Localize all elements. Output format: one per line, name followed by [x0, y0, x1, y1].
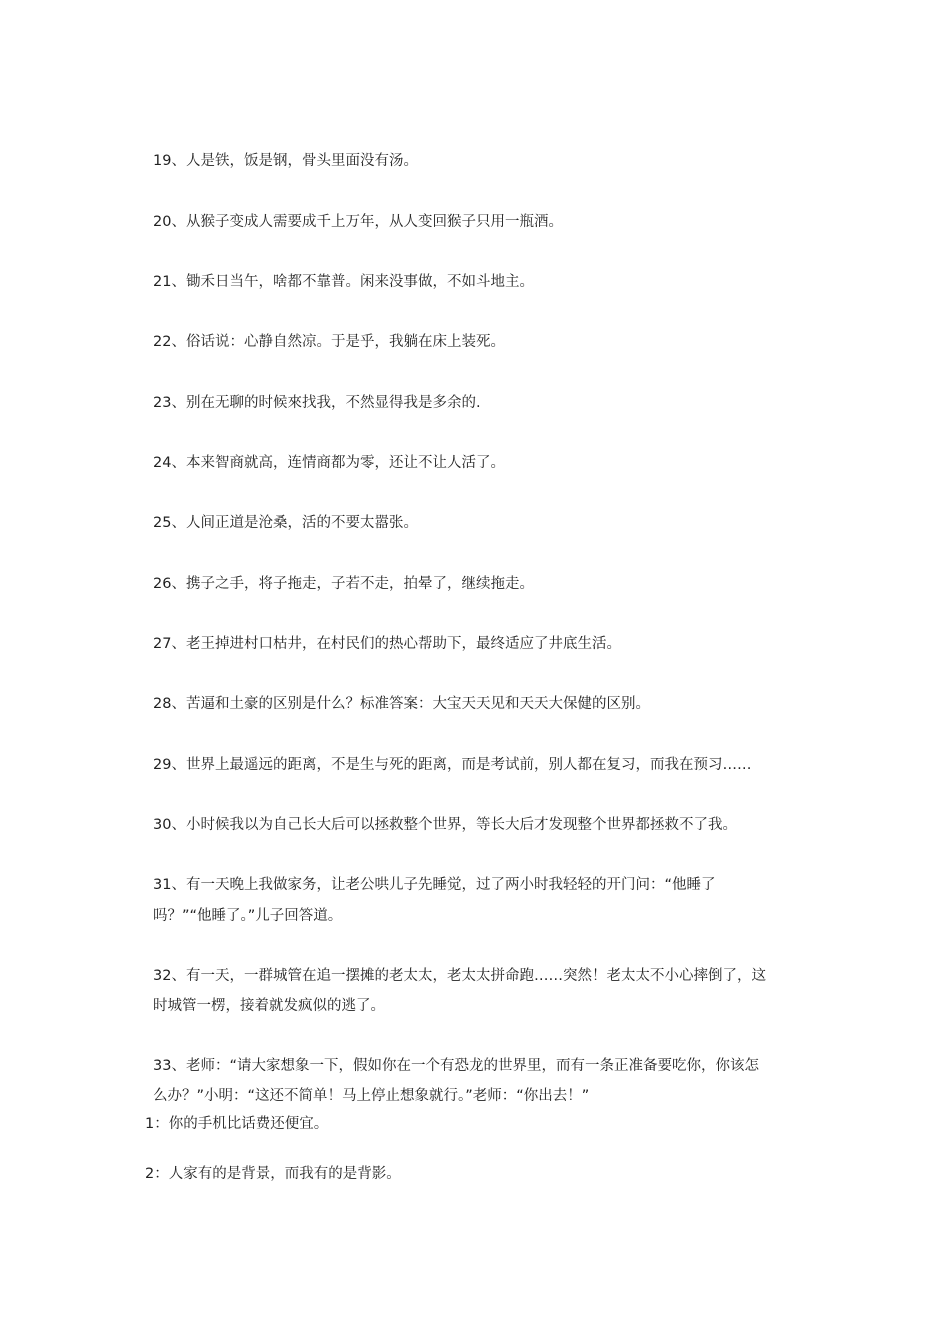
joke-31-line-2: 吗？”“他睡了。”儿子回答道。: [153, 908, 343, 924]
joke-33-line-2: 么办？”小明：“这还不简单！马上停止想象就行。”老师：“你出去！”: [153, 1088, 590, 1104]
joke-32-line-1: 32、有一天，一群城管在追一摆摊的老太太，老太太拼命跑……突然！老太太不小心摔倒了，这: [153, 968, 766, 984]
joke-27: 27、老王掉进村口枯井，在村民们的热心帮助下，最终适应了井底生活。: [153, 636, 621, 652]
joke-21: 21、锄禾日当午，啥都不靠普。闲来没事做，不如斗地主。: [153, 274, 534, 290]
joke-25: 25、人间正道是沧桑，活的不要太嚣张。: [153, 515, 418, 531]
joke-31-line-1: 31、有一天晚上我做家务，让老公哄儿子先睡觉，过了两小时我轻轻的开门问：“他睡了: [153, 877, 716, 893]
joke-19: 19、人是铁，饭是钢，骨头里面没有汤。: [153, 153, 418, 169]
joke-24: 24、本来智商就高，连情商都为零，还让不让人活了。: [153, 455, 505, 471]
joke-23: 23、别在无聊的时候來找我，不然显得我是多余的.: [153, 395, 481, 411]
joke-30: 30、小时候我以为自己长大后可以拯救整个世界，等长大后才发现整个世界都拯救不了我。: [153, 817, 737, 833]
joke-28: 28、苦逼和土豪的区别是什么？标准答案：大宝天天见和天天大保健的区别。: [153, 696, 650, 712]
quip-1: 1：你的手机比话费还便宜。: [145, 1116, 329, 1132]
joke-26: 26、携子之手，将子拖走，子若不走，拍晕了，继续拖走。: [153, 576, 534, 592]
joke-20: 20、从猴子变成人需要成千上万年，从人变回猴子只用一瓶酒。: [153, 214, 563, 230]
joke-29: 29、世界上最遥远的距离，不是生与死的距离，而是考试前，别人都在复习，而我在预习……: [153, 757, 752, 773]
quip-2: 2：人家有的是背景，而我有的是背影。: [145, 1166, 401, 1182]
joke-32-line-2: 时城管一楞，接着就发疯似的逃了。: [153, 998, 385, 1014]
joke-22: 22、俗话说：心静自然凉。于是乎，我躺在床上装死。: [153, 334, 505, 350]
joke-33-line-1: 33、老师：“请大家想象一下，假如你在一个有恐龙的世界里，而有一条正准备要吃你，你该怎: [153, 1058, 759, 1074]
